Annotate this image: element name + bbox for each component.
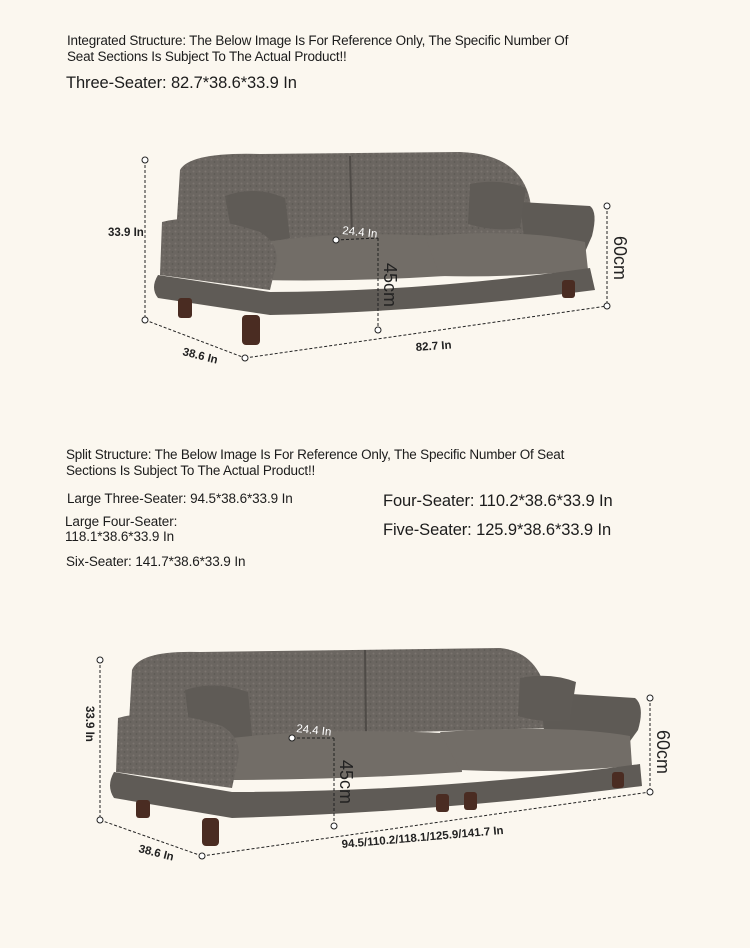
sofa2-pillow-right [518, 676, 576, 722]
section1-notice-line2: Seat Sections Is Subject To The Actual Product!! [67, 49, 347, 64]
height-label: 33.9 In [108, 227, 144, 239]
sofa2-leg-back-right [612, 772, 624, 788]
sofa-split-illustration [0, 640, 750, 880]
sofa2-arm-height-label: 60cm [653, 730, 673, 775]
large-four-seater-spec [65, 514, 177, 544]
large-four-seater-spec-line1: Large Four-Seater: [65, 514, 178, 529]
sofa2-leg-front-left [202, 818, 219, 846]
section2-notice [66, 447, 564, 479]
seat-depth-label: 24.4 In [341, 225, 378, 241]
sofa2-seat-height-label: 45cm [336, 760, 356, 805]
five-seater-spec: Five-Seater: 125.9*38.6*33.9 In [383, 521, 612, 539]
sofa2-back-seam [365, 650, 366, 732]
six-seater-spec: Six-Seater: 141.7*38.6*33.9 In [66, 554, 246, 569]
seat-cushion-right [425, 233, 588, 276]
seat-height-label: 45cm [380, 263, 400, 308]
leg-front-left [242, 315, 260, 345]
seat-cushion-left [255, 234, 445, 280]
sofa2-leg-back-left [136, 800, 150, 818]
leg-back-right [562, 280, 575, 298]
arm-height-label: 60cm [610, 236, 630, 281]
sofa2-depth-label: 38.6 In [137, 843, 175, 864]
depth-label: 38.6 In [181, 346, 219, 367]
section2-notice-line2: Sections Is Subject To The Actual Product!! [66, 463, 316, 478]
sofa2-seat-depth-label: 24.4 In [295, 723, 332, 739]
section1-notice [67, 33, 568, 65]
section2-notice-line1: Split Structure: The Below Image Is For Reference Only, The Specific Number Of Seat [66, 447, 565, 462]
sofa2-leg-mid-2 [464, 792, 477, 810]
three-seater-spec: Three-Seater: 82.7*38.6*33.9 In [66, 74, 297, 92]
large-four-seater-spec-line2: 118.1*38.6*33.9 In [65, 529, 175, 544]
width-label: 82.7 In [415, 339, 452, 354]
four-seater-spec: Four-Seater: 110.2*38.6*33.9 In [383, 492, 613, 510]
sofa-three-seater-illustration [0, 140, 750, 380]
section1-notice-line1: Integrated Structure: The Below Image Is For Reference Only, The Specific Number Of [67, 33, 569, 48]
sofa2-height-label: 33.9 In [83, 706, 95, 742]
sofa2-leg-mid-1 [436, 794, 449, 812]
large-three-seater-spec: Large Three-Seater: 94.5*38.6*33.9 In [67, 491, 293, 506]
pillow-right [468, 182, 526, 230]
sofa2-seat-right [440, 729, 632, 772]
leg-back-left [178, 298, 192, 318]
sofa2-width-label: 94.5/110.2/118.1/125.9/141.7 In [341, 824, 505, 851]
